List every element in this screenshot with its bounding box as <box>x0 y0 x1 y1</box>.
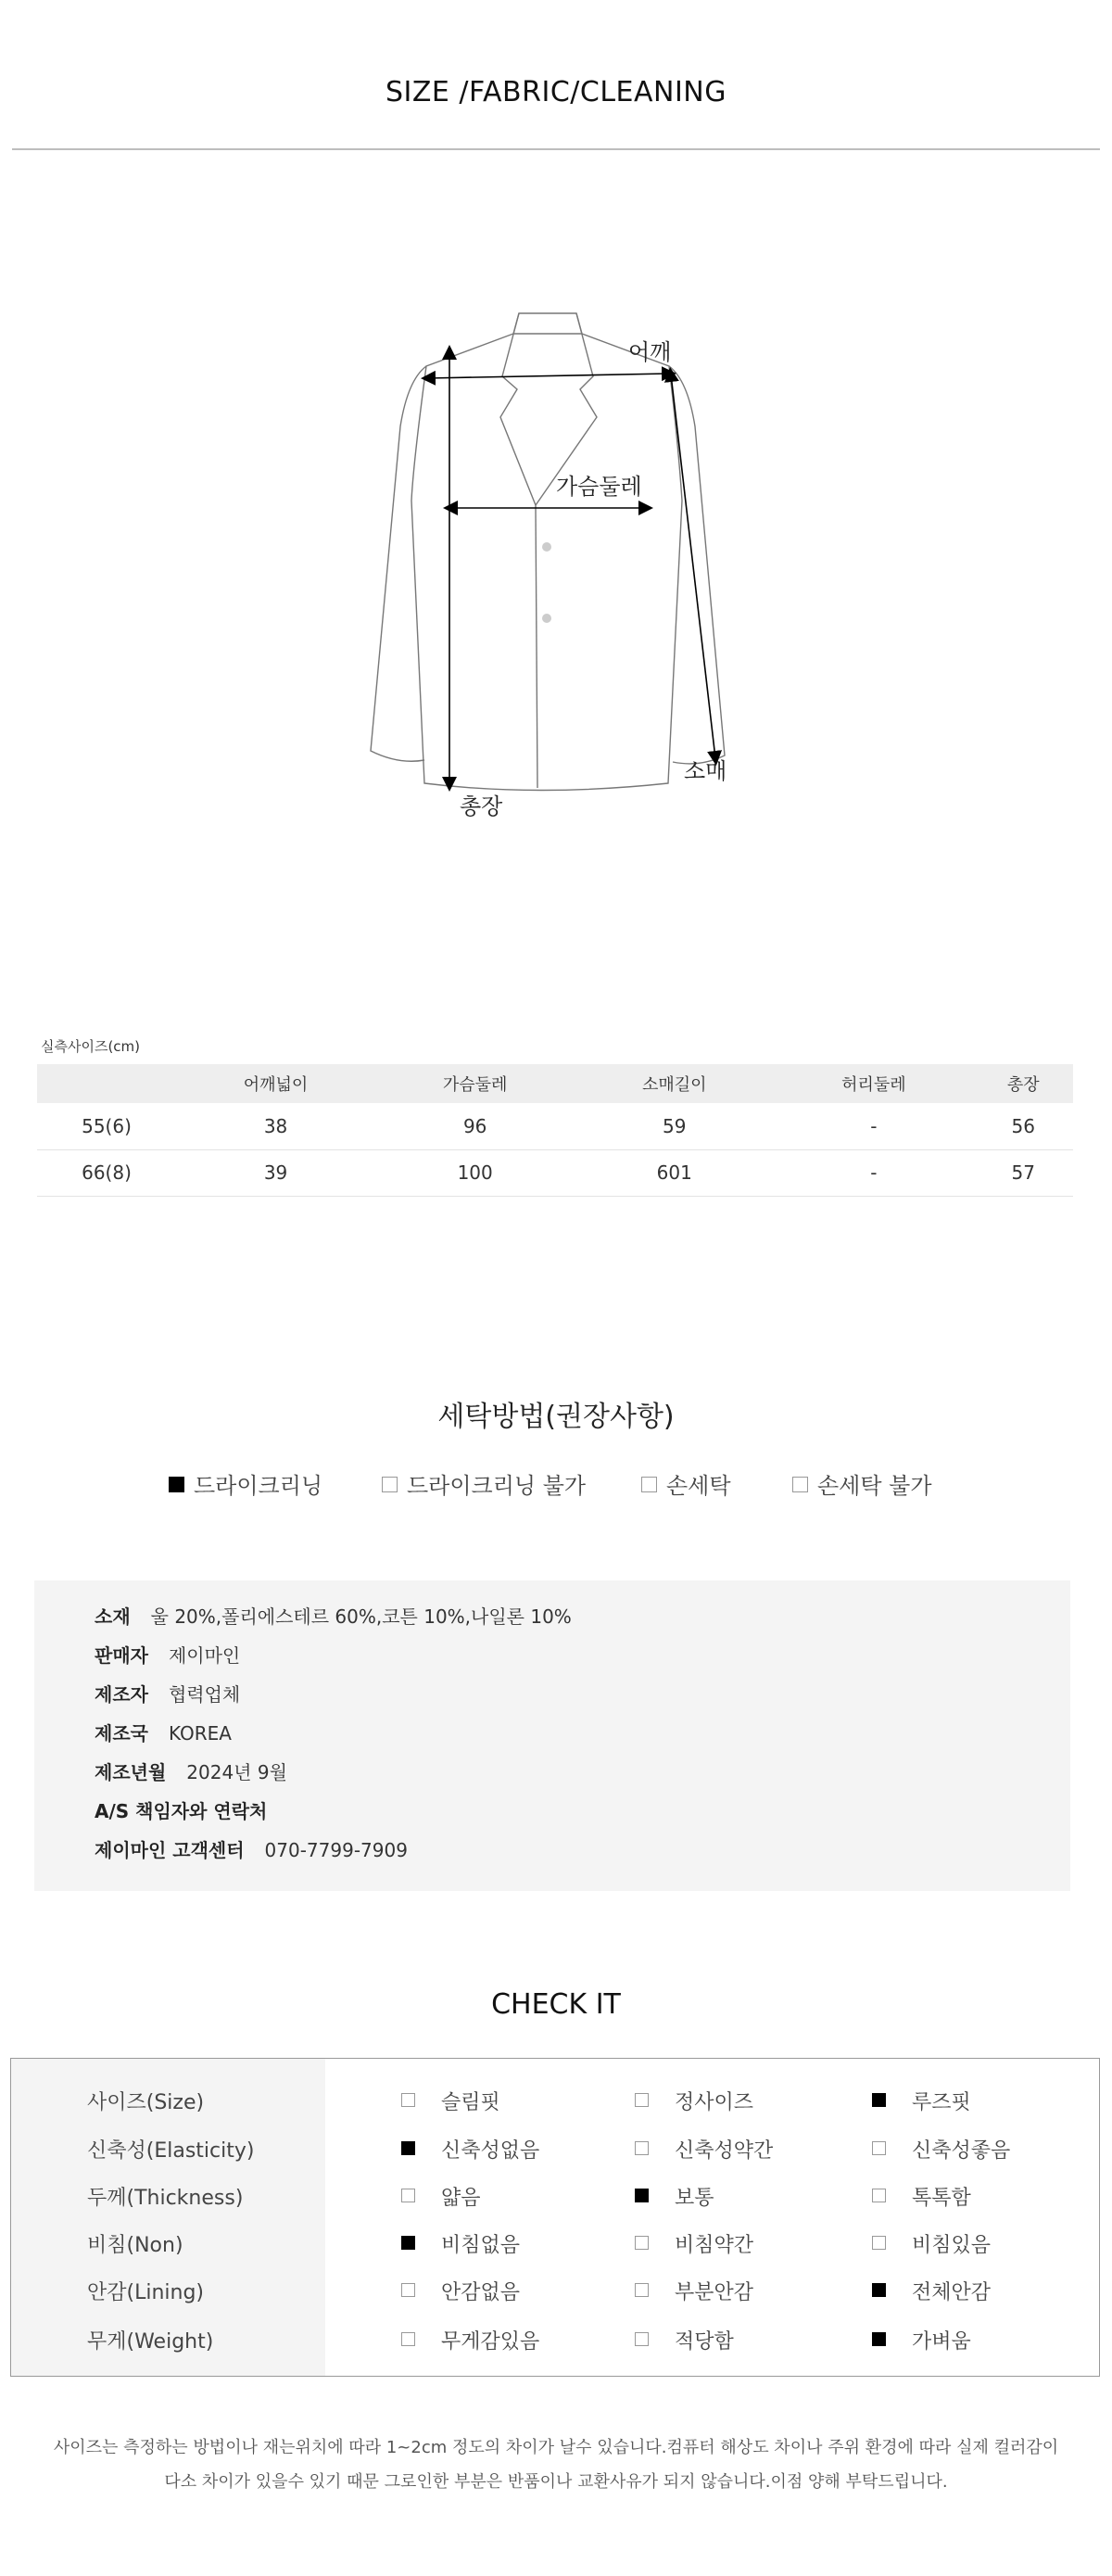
checkbox-icon <box>401 2283 415 2297</box>
checkbox-icon <box>401 2189 415 2202</box>
checkbox-icon <box>401 2141 415 2155</box>
measurement-arrows <box>428 352 715 784</box>
check-it-option <box>635 2277 753 2305</box>
checkbox-icon <box>635 2236 649 2250</box>
check-it-title: CHECK IT <box>491 1988 621 2021</box>
disclaimer-line: 다소 차이가 있을수 있기 때문 그로인한 부분은 반품이나 교환사유가 되지 않습니다.이점 양해 부탁드립니다. <box>164 2472 948 2492</box>
size-col-header: 총장 <box>973 1064 1073 1103</box>
check-it-row-label: 신축성(Elasticity) <box>87 2139 255 2163</box>
check-it-option-label: 신축성좋음 <box>912 2139 1011 2163</box>
info-label: 소재 <box>95 1605 131 1628</box>
checkbox-icon <box>792 1477 808 1492</box>
check-it-row-label: 사이즈(Size) <box>87 2091 205 2114</box>
check-it-row-label: 비침(Non) <box>87 2234 183 2257</box>
size-cell: 39 <box>176 1149 375 1196</box>
info-value: 협력업체 <box>168 1683 241 1706</box>
info-row <box>95 1796 287 1826</box>
shoulder-arrow <box>428 374 669 378</box>
check-it-option-label: 비침있음 <box>912 2234 992 2257</box>
checkbox-icon <box>872 2283 886 2297</box>
size-cell: - <box>774 1149 973 1196</box>
size-col-header <box>37 1064 176 1103</box>
checkbox-icon <box>872 2141 886 2155</box>
info-row <box>95 1641 240 1670</box>
info-label: 제이마인 고객센터 <box>95 1839 245 1861</box>
check-it-option <box>401 2229 520 2258</box>
checkbox-icon <box>635 2332 649 2346</box>
check-it-option <box>872 2229 991 2258</box>
check-it-row-label: 안감(Lining) <box>87 2281 205 2304</box>
washing-option-label: 손세탁 불가 <box>817 1473 932 1499</box>
size-cell: 57 <box>973 1149 1073 1196</box>
check-it-option-label: 얇음 <box>441 2187 481 2210</box>
washing-option <box>792 1467 932 1500</box>
table-row <box>37 1149 1073 1196</box>
check-it-option <box>635 2326 734 2354</box>
check-it-row-label: 두께(Thickness) <box>87 2187 244 2210</box>
info-label: 제조국 <box>95 1722 148 1745</box>
washing-option <box>382 1467 586 1500</box>
info-row <box>95 1602 572 1631</box>
chest-label: 가슴둘레 <box>556 474 642 500</box>
info-value: 2024년 9월 <box>186 1761 287 1783</box>
check-it-option-label: 정사이즈 <box>675 2091 754 2114</box>
check-it-option-label: 슬림핏 <box>441 2091 500 2114</box>
checkbox-icon <box>635 2093 649 2107</box>
check-it-option <box>635 2182 714 2211</box>
check-it-table <box>10 2058 1100 2377</box>
size-cell: 55(6) <box>37 1103 176 1149</box>
check-it-option <box>401 2087 500 2115</box>
checkbox-icon <box>872 2236 886 2250</box>
checkbox-icon <box>872 2332 886 2346</box>
check-it-option <box>872 2087 971 2115</box>
check-it-option-label: 신축성없음 <box>441 2139 540 2163</box>
check-it-option <box>401 2326 539 2354</box>
size-cell: 38 <box>176 1103 375 1149</box>
check-it-option-label: 부분안감 <box>675 2281 754 2304</box>
info-label: 제조자 <box>95 1683 148 1706</box>
check-it-option <box>635 2229 753 2258</box>
checkbox-icon <box>401 2236 415 2250</box>
checkbox-icon <box>401 2093 415 2107</box>
size-col-header: 소매길이 <box>575 1064 774 1103</box>
size-cell: 66(8) <box>37 1149 176 1196</box>
check-it-row <box>11 2218 1099 2266</box>
check-it-option-label: 가벼움 <box>912 2330 971 2354</box>
check-it-option-label: 비침없음 <box>441 2234 521 2257</box>
check-it-option-label: 톡톡함 <box>912 2187 971 2210</box>
checkbox-icon <box>169 1477 184 1492</box>
disclaimer-line: 사이즈는 측정하는 방법이나 재는위치에 따라 1~2cm 정도의 차이가 날수 있습니다.컴퓨터 해상도 차이나 주위 환경에 따라 실제 컬러감이 <box>53 2438 1059 2457</box>
info-label: 판매자 <box>95 1644 148 1667</box>
check-it-row <box>11 2265 1099 2314</box>
checkbox-icon <box>641 1477 657 1492</box>
check-it-option <box>635 2135 773 2164</box>
size-cell: 59 <box>575 1103 774 1149</box>
check-it-row <box>11 2171 1099 2219</box>
check-it-option <box>401 2135 539 2164</box>
size-cell: - <box>774 1103 973 1149</box>
check-it-option <box>401 2277 520 2305</box>
washing-title: 세탁방법(권장사항) <box>437 1401 675 1433</box>
check-it-option <box>401 2182 481 2211</box>
size-table <box>37 1064 1073 1197</box>
checkbox-icon <box>635 2141 649 2155</box>
jacket-measurement-diagram <box>334 278 778 834</box>
checkbox-icon <box>382 1477 398 1492</box>
info-value: 울 20%,폴리에스테르 60%,코튼 10%,나일론 10% <box>150 1605 572 1628</box>
washing-option-label: 드라이크리닝 불가 <box>407 1473 587 1499</box>
size-cell: 601 <box>575 1149 774 1196</box>
jacket-buttons <box>542 542 551 623</box>
size-table-header <box>37 1064 1073 1103</box>
checkbox-icon <box>401 2332 415 2346</box>
info-row <box>95 1758 287 1787</box>
info-row <box>95 1719 232 1748</box>
check-it-option-label: 무게감있음 <box>441 2330 540 2354</box>
size-cell: 100 <box>375 1149 575 1196</box>
check-it-option-label: 적당함 <box>675 2330 734 2354</box>
check-it-option <box>872 2277 991 2305</box>
check-it-option-label: 신축성약간 <box>675 2139 774 2163</box>
size-col-header: 가슴둘레 <box>375 1064 575 1103</box>
checkbox-icon <box>635 2283 649 2297</box>
check-it-option <box>635 2087 753 2115</box>
check-it-option <box>872 2326 971 2354</box>
shoulder-label: 어깨 <box>628 339 672 365</box>
info-label: A/S 책임자와 연락처 <box>95 1800 268 1822</box>
sleeve-label: 소매 <box>684 758 727 784</box>
size-cell: 96 <box>375 1103 575 1149</box>
check-it-option-label: 비침약간 <box>675 2234 754 2257</box>
info-label: 제조년월 <box>95 1761 167 1783</box>
check-it-option-label: 보통 <box>675 2187 714 2210</box>
product-info-panel <box>34 1580 1070 1891</box>
jacket-illustration <box>334 278 778 834</box>
washing-option-label: 드라이크리닝 <box>194 1473 323 1499</box>
size-disclaimer <box>0 2430 1112 2499</box>
washing-option-label: 손세탁 <box>666 1473 731 1499</box>
page-title: SIZE /FABRIC/CLEANING <box>385 76 727 108</box>
checkbox-icon <box>635 2189 649 2202</box>
check-it-row <box>11 2315 1099 2363</box>
sleeve-arrow <box>671 374 715 758</box>
check-it-option-label: 안감없음 <box>441 2281 521 2304</box>
washing-option <box>641 1467 731 1500</box>
size-col-header: 어깨넓이 <box>176 1064 375 1103</box>
checkbox-icon <box>872 2189 886 2202</box>
check-it-row <box>11 2075 1099 2124</box>
length-label: 총장 <box>460 793 503 819</box>
size-table-caption: 실측사이즈(cm) <box>41 1038 141 1055</box>
table-row <box>37 1103 1073 1149</box>
info-row <box>95 1680 240 1709</box>
check-it-row-label: 무게(Weight) <box>87 2330 214 2354</box>
info-value: 제이마인 <box>168 1644 241 1667</box>
checkbox-icon <box>872 2093 886 2107</box>
check-it-option <box>872 2135 1010 2164</box>
info-value: KOREA <box>168 1722 232 1745</box>
info-value: 070-7799-7909 <box>264 1839 408 1861</box>
title-divider <box>12 148 1100 150</box>
check-it-option-label: 전체안감 <box>912 2281 992 2304</box>
check-it-option-label: 루즈핏 <box>912 2091 971 2114</box>
info-row <box>95 1835 408 1865</box>
size-col-header: 허리둘레 <box>774 1064 973 1103</box>
check-it-option <box>872 2182 971 2211</box>
size-cell: 56 <box>973 1103 1073 1149</box>
washing-options <box>0 1467 1112 1501</box>
check-it-row <box>11 2124 1099 2172</box>
washing-option <box>169 1467 322 1500</box>
